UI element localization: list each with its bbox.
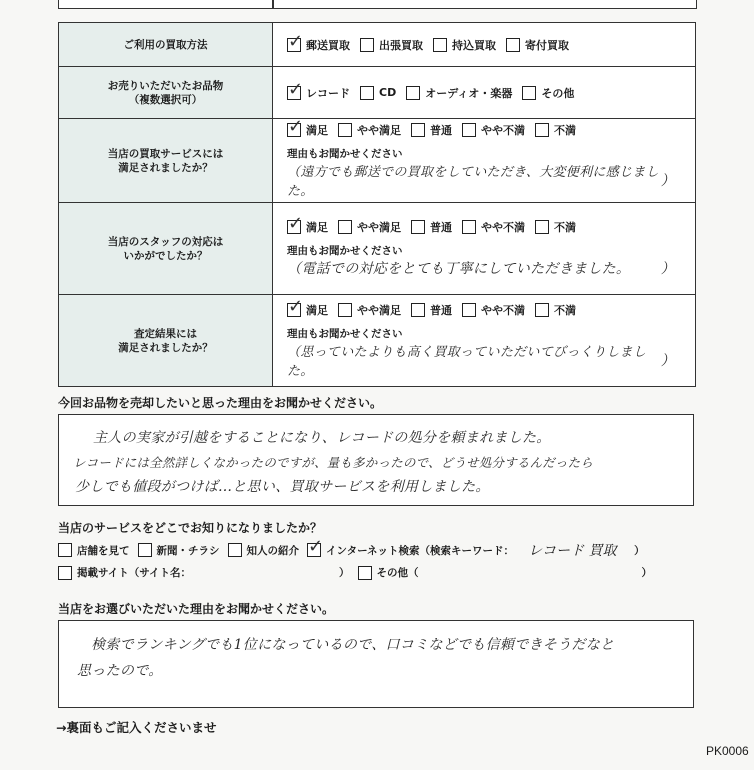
option-neutral[interactable]: 普通 [411, 219, 452, 235]
choice-reason-textarea[interactable] [58, 620, 694, 708]
checkbox[interactable] [411, 123, 425, 137]
row-items [59, 67, 696, 119]
checkbox[interactable] [138, 543, 152, 557]
checkbox[interactable] [287, 220, 301, 234]
option-friend[interactable]: 知人の紹介 [228, 543, 300, 558]
option-dissatisfied[interactable]: 不満 [535, 302, 576, 318]
checkbox[interactable] [360, 86, 374, 100]
option-satisfied[interactable]: ✓ 満足 [287, 219, 328, 235]
checkbox[interactable] [411, 303, 425, 317]
checkbox[interactable] [307, 543, 321, 557]
handwritten-reason: 思っていたよりも高く買取っていただいてびっくりしました。 [287, 345, 647, 379]
handwritten-line: 少しでも値段がつけば…と思い、買取サービスを利用しました。 [75, 479, 490, 495]
checkbox[interactable] [287, 38, 301, 52]
checkbox[interactable] [433, 38, 447, 52]
checkbox[interactable] [522, 86, 536, 100]
option-audio[interactable]: オーディオ・楽器 [406, 85, 512, 101]
checkbox[interactable] [338, 123, 352, 137]
answer-cell [273, 203, 696, 295]
option-internet[interactable]: ✓ インターネット検索（検索キーワード： [307, 543, 514, 558]
question-cell: 当店の買取サービスには 満足されましたか？ [59, 119, 273, 203]
survey-table [58, 22, 696, 387]
option-other[interactable]: その他 [522, 85, 574, 101]
option-newspaper[interactable]: 新聞・チラシ [138, 543, 220, 558]
checkbox[interactable] [58, 566, 72, 580]
search-keyword-field[interactable]: レコード 買取 [528, 543, 617, 559]
checkbox[interactable] [506, 38, 520, 52]
option-bring-in[interactable]: 持込買取 [433, 37, 496, 53]
checkbox[interactable] [535, 303, 549, 317]
handwritten-line: 思ったので。 [77, 663, 163, 679]
option-somewhat-satisfied[interactable]: やや満足 [338, 219, 401, 235]
sell-reason-title: 今回お品物を売却したいと思った理由をお聞かせください。 [58, 396, 383, 410]
handwritten-reason: 電話での対応をとても丁寧にしていただきました。 [301, 261, 631, 277]
checkbox[interactable] [358, 566, 372, 580]
checkbox[interactable] [338, 303, 352, 317]
option-neutral[interactable]: 普通 [411, 122, 452, 138]
reason-label: 理由もお聞かせください [287, 328, 403, 340]
checkbox[interactable] [338, 220, 352, 234]
option-somewhat-dissatisfied[interactable]: やや不満 [462, 219, 525, 235]
sell-reason-textarea[interactable] [58, 414, 694, 506]
answer-cell [273, 67, 696, 119]
option-other[interactable]: その他（ [358, 565, 419, 580]
option-dissatisfied[interactable]: 不満 [535, 122, 576, 138]
question-cell: 査定結果には 満足されましたか？ [59, 295, 273, 387]
checkbox[interactable] [535, 220, 549, 234]
reason-field[interactable]: （遠方でも郵送での買取をしていただき、大変便利に感じました。 ） [287, 165, 675, 199]
discovery-row-1: 店舗を見て 新聞・チラシ 知人の紹介 ✓ インターネット検索（検索キーワード： レコード 買取 ） [58, 540, 645, 560]
discovery-title: 当店のサービスをどこでお知りになりましたか？ [58, 521, 323, 535]
checkbox[interactable] [58, 543, 72, 557]
question-cell: 当店のスタッフの対応は いかがでしたか？ [59, 203, 273, 295]
question-cell: ご利用の買取方法 [59, 23, 273, 67]
checkbox[interactable] [287, 303, 301, 317]
document-code: PK0006 [706, 744, 749, 758]
option-satisfied[interactable]: ✓ 満足 [287, 302, 328, 318]
option-somewhat-dissatisfied[interactable]: やや不満 [462, 302, 525, 318]
handwritten-line: 検索でランキングでも1位になっているので、口コミなどでも信頼できそうだなと [91, 637, 615, 653]
answer-cell [273, 295, 696, 387]
option-listing-site[interactable]: 掲載サイト（サイト名： [58, 565, 191, 580]
choice-reason-title: 当店をお選びいただいた理由をお聞かせください。 [58, 602, 335, 616]
back-side-note: →裏面もご記入くださいませ [56, 720, 217, 735]
question-cell: お売りいただいたお品物 （複数選択可） [59, 67, 273, 119]
answer-cell [273, 119, 696, 203]
option-satisfied[interactable]: ✓ 満足 [287, 122, 328, 138]
checkbox[interactable] [535, 123, 549, 137]
reason-field[interactable]: （思っていたよりも高く買取っていただいてびっくりしました。 ） [287, 345, 675, 379]
discovery-row-2: 掲載サイト（サイト名： ） その他（ ） [58, 565, 652, 580]
handwritten-line: 主人の実家が引越をすることになり、レコードの処分を頼まれました。 [93, 430, 551, 446]
checkbox[interactable] [406, 86, 420, 100]
option-somewhat-satisfied[interactable]: やや満足 [338, 302, 401, 318]
row-staff-satisfaction [59, 203, 696, 295]
checkbox[interactable] [462, 220, 476, 234]
checkbox[interactable] [462, 303, 476, 317]
reason-field[interactable]: （電話での対応をとても丁寧にしていただきました。 ） [287, 261, 675, 277]
handwritten-reason: 遠方でも郵送での買取をしていただき、大変便利に感じました。 [287, 165, 659, 199]
row-service-satisfaction [59, 119, 696, 203]
checkbox[interactable] [287, 86, 301, 100]
option-somewhat-dissatisfied[interactable]: やや不満 [462, 122, 525, 138]
checkbox[interactable] [287, 123, 301, 137]
option-record[interactable]: ✓ レコード [287, 85, 350, 101]
checkbox[interactable] [462, 123, 476, 137]
row-purchase-method [59, 23, 696, 67]
row-appraisal-satisfaction [59, 295, 696, 387]
option-store[interactable]: 店舗を見て [58, 543, 130, 558]
checkbox[interactable] [360, 38, 374, 52]
option-cd[interactable]: CD [360, 86, 396, 100]
reason-label: 理由もお聞かせください [287, 245, 403, 257]
checkbox[interactable] [411, 220, 425, 234]
option-visit[interactable]: 出張買取 [360, 37, 423, 53]
handwritten-line: レコードには全然詳しくなかったのですが、量も多かったので、どうせ処分するんだったら [73, 455, 594, 470]
option-neutral[interactable]: 普通 [411, 302, 452, 318]
reason-label: 理由もお聞かせください [287, 148, 403, 160]
previous-section-box [58, 0, 697, 9]
checkbox[interactable] [228, 543, 242, 557]
option-postal[interactable]: ✓ 郵送買取 [287, 37, 350, 53]
option-dissatisfied[interactable]: 不満 [535, 219, 576, 235]
option-somewhat-satisfied[interactable]: やや満足 [338, 122, 401, 138]
answer-cell [273, 23, 696, 67]
option-donation[interactable]: 寄付買取 [506, 37, 569, 53]
